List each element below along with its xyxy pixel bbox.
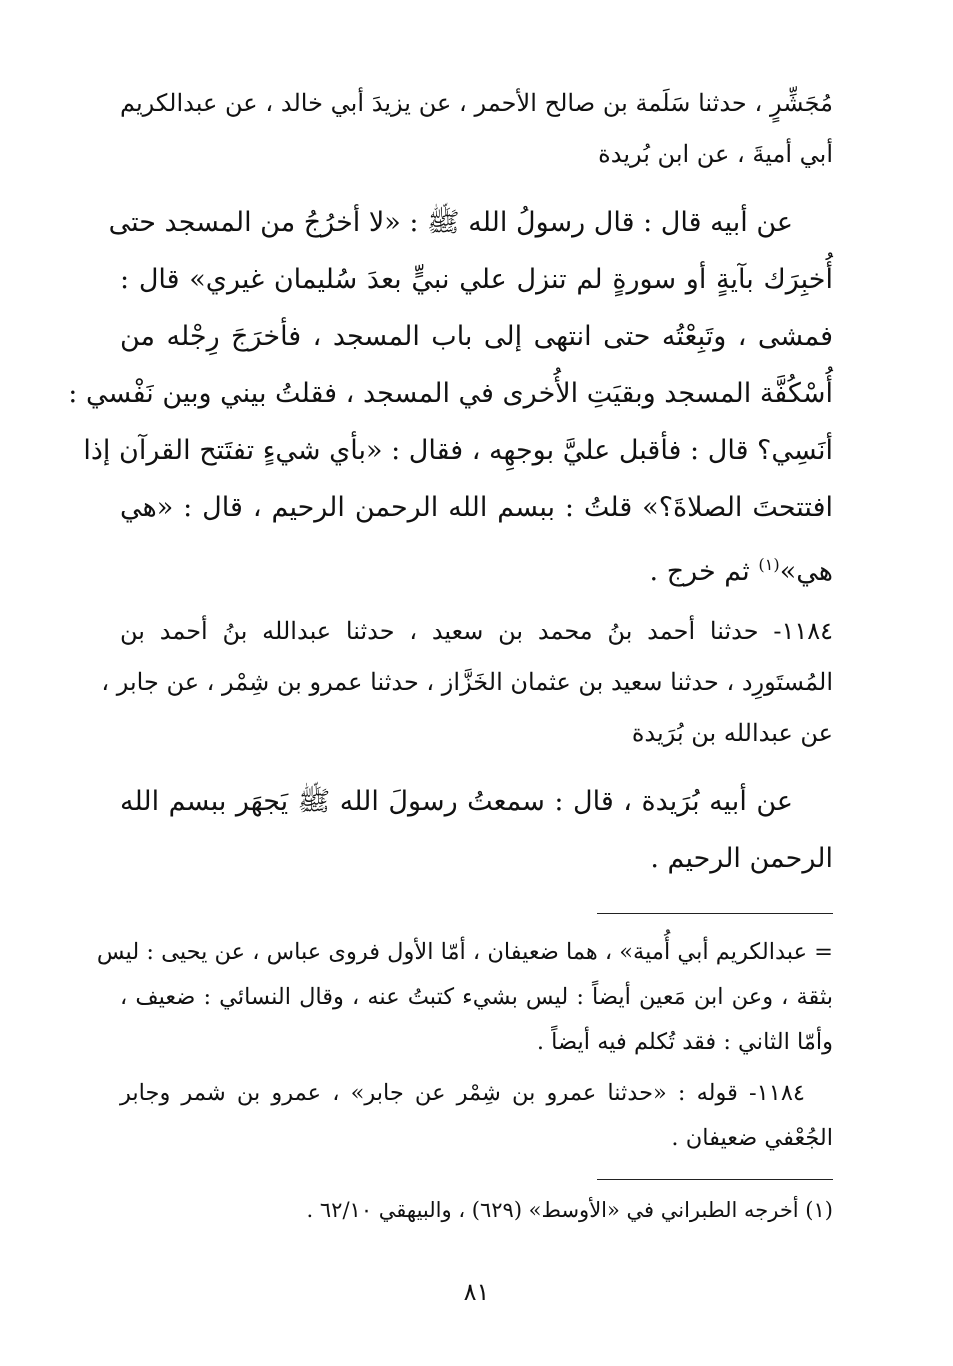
matn-block-1	[68, 194, 833, 600]
reference-separator	[597, 1179, 833, 1180]
footnote-line: ١١٨٤- قوله : «حدثنا عمرو بن شِمْر عن جابر» ، عمرو بن شمر وجابر	[120, 1080, 805, 1106]
isnad-line: عن عبدالله بن بُرَيدة	[631, 719, 833, 747]
isnad-block-1	[120, 78, 833, 180]
page-number: ٨١	[463, 1278, 490, 1306]
matn-line: الرحمن الرحيم .	[650, 843, 833, 874]
matn-line: عن أبيه قال : قال رسولُ الله ﷺ : «لا أخرُجُ من المسجد حتى	[108, 207, 793, 238]
footnote-line: الجُعْفي ضعيفان .	[671, 1125, 833, 1151]
matn-line: عن أبيه بُرَيدة ، قال : سمعتُ رسولَ الله ﷺ يَجهَر ببسم الله	[120, 786, 793, 817]
matn-line: فمشى ، وتَبِعْتُه حتى انتهى إلى باب المسجد ، فأخرَجَ رِجْله من	[120, 321, 833, 352]
matn-block-2	[120, 773, 833, 887]
isnad-block-2	[101, 606, 833, 759]
isnad-line: المُستَورِد ، حدثنا سعيد بن عثمان الخَزَّاز ، حدثنا عمرو بن شِمْر ، عن جابر ،	[101, 668, 833, 696]
isnad-line: مُجَشِّرٍ ، حدثنا سَلَمة بن صالح الأحمر ، عن يزيدَ أبي خالد ، عن عبدالكريم	[120, 89, 833, 117]
footnote-continuation	[96, 930, 833, 1065]
matn-text: هي»	[779, 556, 833, 587]
isnad-line: أبي أميةَ ، عن ابن بُريدة	[598, 140, 833, 168]
reference-line: (١) أخرجه الطبراني في «الأوسط» (٦٢٩) ، والبيهقي ٦٢/١٠ .	[306, 1198, 833, 1222]
footnote-line: = عبدالكريم أبي أُمية» ، هما ضعيفان ، أمّا الأول فروى عباس ، عن يحيى : ليس	[96, 939, 833, 965]
matn-line: أُخبِرَك بآيةٍ أو سورةٍ لم تنزل علي نبيٍّ بعدَ سُليمان غيري» قال :	[120, 264, 833, 295]
matn-line-final	[120, 536, 833, 600]
matn-line: أُسْكُفَّة المسجد وبقيَتِ الأُخرى في المسجد ، فقلتُ بيني وبين نَفْسي :	[68, 378, 833, 409]
isnad-line: ١١٨٤- حدثنا أحمد بنُ محمد بن سعيد ، حدثنا عبدالله بنُ أحمد بن	[120, 617, 833, 645]
footnote-line: وأمّا الثاني : فقد تُكلم فيه أيضاً .	[536, 1029, 833, 1055]
footnote-marker: (١)	[758, 555, 780, 574]
footnote-line: بثقة ، وعن ابن مَعين أيضاً : ليس بشيء كتبتُ عنه ، وقال النسائي : ضعيف ،	[120, 984, 833, 1010]
reference-notes	[120, 1190, 833, 1230]
matn-line: افتتحتَ الصلاةَ؟» قلتُ : ببسم الله الرحمن الرحيم ، قال : «هي	[120, 492, 833, 523]
matn-line: أنَسِي؟ قال : فأقبل عليَّ بوجهِه ، فقال : «بأي شيءٍ تفتَتح القرآن إذا	[83, 435, 833, 466]
matn-text: ثم خرج .	[649, 556, 750, 587]
footnote-1184	[120, 1071, 833, 1161]
footnote-separator	[597, 913, 833, 914]
